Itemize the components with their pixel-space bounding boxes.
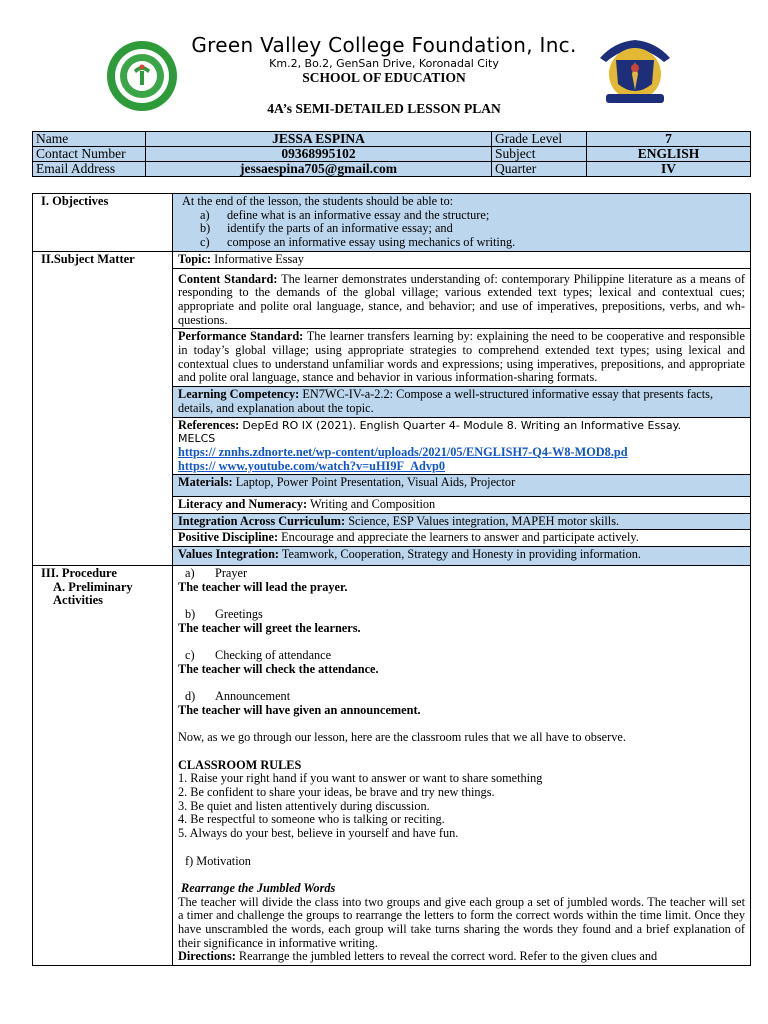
grade-value: 7 — [587, 132, 751, 147]
materials-cell: Materials: Laptop, Power Point Presentation, Visual Aids, Projector — [173, 475, 751, 497]
activity-title: Rearrange the Jumbled Words — [181, 880, 336, 895]
quarter-label: Quarter — [492, 162, 587, 177]
college-address: Km.2, Bo.2, GenSan Drive, Koronadal City — [269, 57, 499, 70]
step-prayer: a) Prayer — [185, 565, 248, 580]
objectives-intro: At the end of the lesson, the students should be able to: — [182, 194, 454, 208]
quarter-value: IV — [587, 162, 751, 177]
topic-cell: Topic: Informative Essay — [173, 251, 751, 268]
contact-value: 09368995102 — [146, 147, 492, 162]
reference-link-module[interactable]: https:// znnhs.zdnorte.net/wp-content/uploads/2021/05/ENGLISH7-Q4-W8-MOD8.pd — [178, 444, 628, 459]
objective-item: c) compose an informative essay using mechanics of writing. — [200, 235, 516, 250]
contact-label: Contact Number — [33, 147, 146, 162]
literacy-cell: Literacy and Numeracy: Writing and Composition — [173, 497, 751, 514]
school-of-education-shield-logo — [594, 38, 676, 114]
references-cell: References: DepEd RO IX (2021). English Quarter 4- Module 8. Writing an Informative Essay. MELCS https:// znnhs.zdnorte.net/wp-content/uploads/2021/05/ENGLISH7-Q4-W8-MOD8.pd https:// www.youtube.com/watch?v=uHI9F_Advp0 — [173, 417, 751, 475]
objective-item: a) define what is an informative essay and the structure; — [200, 207, 490, 222]
reference-link-youtube[interactable]: https:// www.youtube.com/watch?v=uHI9F_Advp0 — [178, 458, 445, 473]
subject-matter-label: II.Subject Matter — [33, 251, 173, 565]
step-announcement: d) Announcement — [185, 689, 291, 704]
procedure-label: III. Procedure A. Preliminary Activities — [33, 565, 173, 965]
rule-item: 3. Be quiet and listen attentively during discussion. — [178, 798, 430, 813]
grade-label: Grade Level — [492, 132, 587, 147]
rules-intro: Now, as we go through our lesson, here are the classroom rules that we all have to observe. — [178, 730, 626, 745]
activity-text: The teacher will divide the class into two groups and give each group a set of jumbled words. The teacher will set a timer and challenge the groups to rearrange the letters to form the correct words within the time limit. Once they have unscrambled the words, each group will take turns sharing the words they found and a brief explanation of their significance in informative writing. — [178, 894, 745, 950]
procedure-row — [33, 565, 751, 965]
content-standard-cell: Content Standard: The learner demonstrates understanding of: contemporary Philippine literature as a means of responding to the demands of the global village; various extended text types; lexical and contextual cues; appropriate and polite oral language, stance, and behavior; and use of imperatives, prepositions, verbs, and wh-questions. — [173, 268, 751, 329]
subject-value: ENGLISH — [587, 147, 751, 162]
discipline-cell: Positive Discipline: Encourage and appreciate the learners to answer and participate actively. — [173, 530, 751, 547]
name-label: Name — [33, 132, 146, 147]
plan-title: 4A’s SEMI-DETAILED LESSON PLAN — [267, 101, 501, 116]
objectives-content — [173, 194, 751, 252]
college-name: Green Valley College Foundation, Inc. — [191, 33, 577, 57]
objectives-label: I. Objectives — [33, 194, 173, 252]
values-cell: Values Integration: Teamwork, Cooperation, Strategy and Honesty in providing information. — [173, 547, 751, 566]
lesson-plan-table — [32, 193, 751, 966]
procedure-content: a) Prayer The teacher will lead the prayer. b) Greetings The teacher will greet the learners. c) Checking of attendance The teacher will check the attendance. d) Announcement The teacher will have given an announcement. Now, as we go through our lesson, here are the classroom rules that we all have to observe. CLASSROOM RULES 1. Raise your right hand if you want to answer or want to share something 2. Be confident to share your ideas, be brave and try new things. 3. Be quiet and listen attentively during discussion. 4. Be respectful to someone who is talking or reciting. 5. Always do your best, believe in yourself and have fun. f) Motivation Rearrange the Jumbled Words The teacher will divide the class into two groups and give each group a set of jumbled words. The teacher will set a timer and challenge the groups to rearrange the letters to form the correct words within the time limit. Once they have unscrambled the words, each group will take turns sharing the words they found and a brief explanation of their significance in informative writing. Directions: Rearrange the jumbled letters to reveal the correct word. Refer to the given clues and — [173, 565, 751, 965]
email-label: Email Address — [33, 162, 146, 177]
rules-title: CLASSROOM RULES — [178, 757, 302, 772]
objectives-row — [33, 194, 751, 252]
objective-item: b) identify the parts of an informative essay; and — [200, 221, 453, 236]
rule-item: 4. Be respectful to someone who is talking or reciting. — [178, 812, 445, 827]
rule-item: 5. Always do your best, believe in yourself and have fun. — [178, 826, 459, 841]
integration-cell: Integration Across Curriculum: Science, ESP Values integration, MAPEH motor skills. — [173, 513, 751, 530]
directions: Directions: Rearrange the jumbled letters to reveal the correct word. Refer to the given clues and — [178, 949, 658, 964]
step-attendance: c) Checking of attendance — [185, 648, 332, 663]
step-greetings: b) Greetings — [185, 606, 263, 621]
rule-item: 2. Be confident to share your ideas, be brave and try new things. — [178, 785, 495, 800]
teacher-info-table — [32, 131, 751, 177]
motivation-label: f) Motivation — [185, 853, 251, 868]
learning-competency-cell: Learning Competency: EN7WC-IV-a-2.2: Compose a well-structured informative essay that presents facts, details, and explanation about the topic. — [173, 387, 751, 417]
name-value: JESSA ESPINA — [146, 132, 492, 147]
school-name: SCHOOL OF EDUCATION — [302, 70, 466, 85]
performance-standard-cell: Performance Standard: The learner transfers learning by: explaining the need to be cooperative and responsible in today’s global village; using appropriate strategies to comprehend extended text types; using lexical and contextual clues to understand unfamiliar words and expressions; using imperatives, prepositions, and appropriate and polite oral language, stance and behavior in various information-sharing formats. — [173, 329, 751, 387]
rule-item: 1. Raise your right hand if you want to answer or want to share something — [178, 771, 543, 786]
email-value: jessaespina705@gmail.com — [146, 162, 492, 177]
subject-label: Subject — [492, 147, 587, 162]
